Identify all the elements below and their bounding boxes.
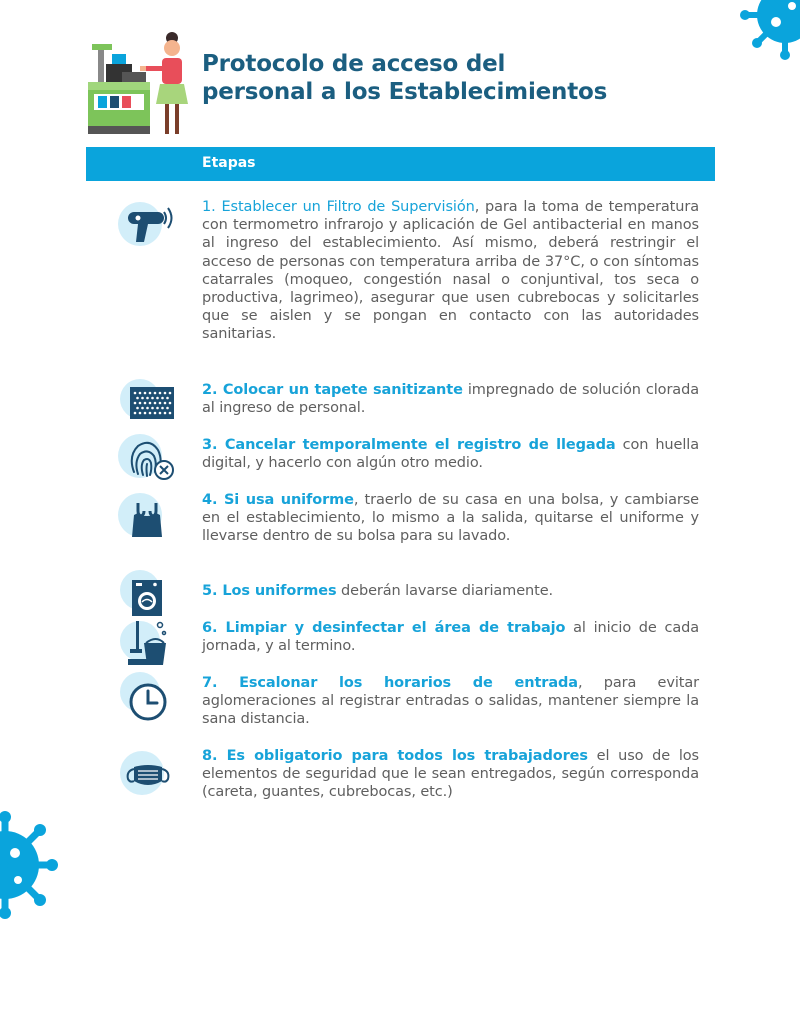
clock-icon xyxy=(116,672,178,722)
step-highlight: 5. Los uniformes xyxy=(202,583,337,599)
step-text xyxy=(202,381,699,417)
section-header-label: Etapas xyxy=(202,155,256,171)
step-highlight: 7. Escalonar los horarios de entrada xyxy=(202,675,578,691)
step-highlight: 4. Si usa uniforme xyxy=(202,492,354,508)
step-highlight: 1. Establecer un Filtro de Supervisión xyxy=(202,199,475,215)
step-highlight: 3. Cancelar temporalmente el registro de llegada xyxy=(202,437,616,453)
step-highlight: 6. Limpiar y desinfectar el área de trabajo xyxy=(202,620,566,636)
step-text xyxy=(202,747,699,802)
fingerprint-cancel-icon xyxy=(116,432,178,482)
thermometer-gun-icon xyxy=(116,198,178,248)
virus-decoration-icon xyxy=(740,0,800,60)
step-description: deberán lavarse diariamente. xyxy=(336,583,554,599)
step-text xyxy=(202,582,699,600)
step-highlight: 8. Es obligatorio para todos los trabajadores xyxy=(202,748,588,764)
bag-icon xyxy=(116,491,178,541)
title-line-1: Protocolo de acceso del xyxy=(202,51,506,77)
mat-icon xyxy=(116,377,178,427)
step-text xyxy=(202,491,699,546)
step-description: , para evitar aglomeraciones al registrar entradas o salidas, mantener siempre la sana distancia. xyxy=(202,675,700,728)
cashier-worker-illustration xyxy=(86,30,194,136)
section-header-bar xyxy=(86,147,715,181)
virus-decoration-icon xyxy=(0,805,60,925)
step-description: con huella digital, y hacerlo con algún otro medio. xyxy=(202,437,699,472)
step-description: el uso de los elementos de seguridad que le sean entregados, según corresponda (careta, guantes, cubrebocas, etc.) xyxy=(202,748,699,801)
step-description: , para la toma de temperatura con termometro infrarojo y aplicación de Gel antibacterial en manos al ingreso del establecimiento. Así mismo, deberá restringir el acceso de personas con temperatura arriba de 37°C, o con síntomas catarrales (moqueo, congestión nasal o conjuntival, tos seca o productiva, lagrimeo), asegurar que usen cubrebocas y solicitarles que se aislen y se pongan en contacto con las autoridades sanitarias. xyxy=(202,199,699,343)
step-text xyxy=(202,436,699,472)
step-description: impregnado de solución clorada al ingreso de personal. xyxy=(202,382,699,417)
step-description: , traerlo de su casa en una bolsa, y cambiarse en el establecimiento, lo mismo a la salida, quitarse el uniforme y llevarse dentro de su bolsa para su lavado. xyxy=(202,492,699,545)
step-highlight: 2. Colocar un tapete sanitizante xyxy=(202,382,463,398)
washing-machine-icon xyxy=(116,570,178,620)
title-line-2: personal a los Establecimientos xyxy=(202,79,608,105)
step-description: al inicio de cada jornada, y al termino. xyxy=(202,620,699,655)
face-mask-icon xyxy=(116,749,178,799)
step-text xyxy=(202,674,699,729)
cleaning-bucket-icon xyxy=(116,619,178,669)
page-title xyxy=(202,50,722,106)
step-text xyxy=(202,198,699,344)
step-text xyxy=(202,619,699,655)
